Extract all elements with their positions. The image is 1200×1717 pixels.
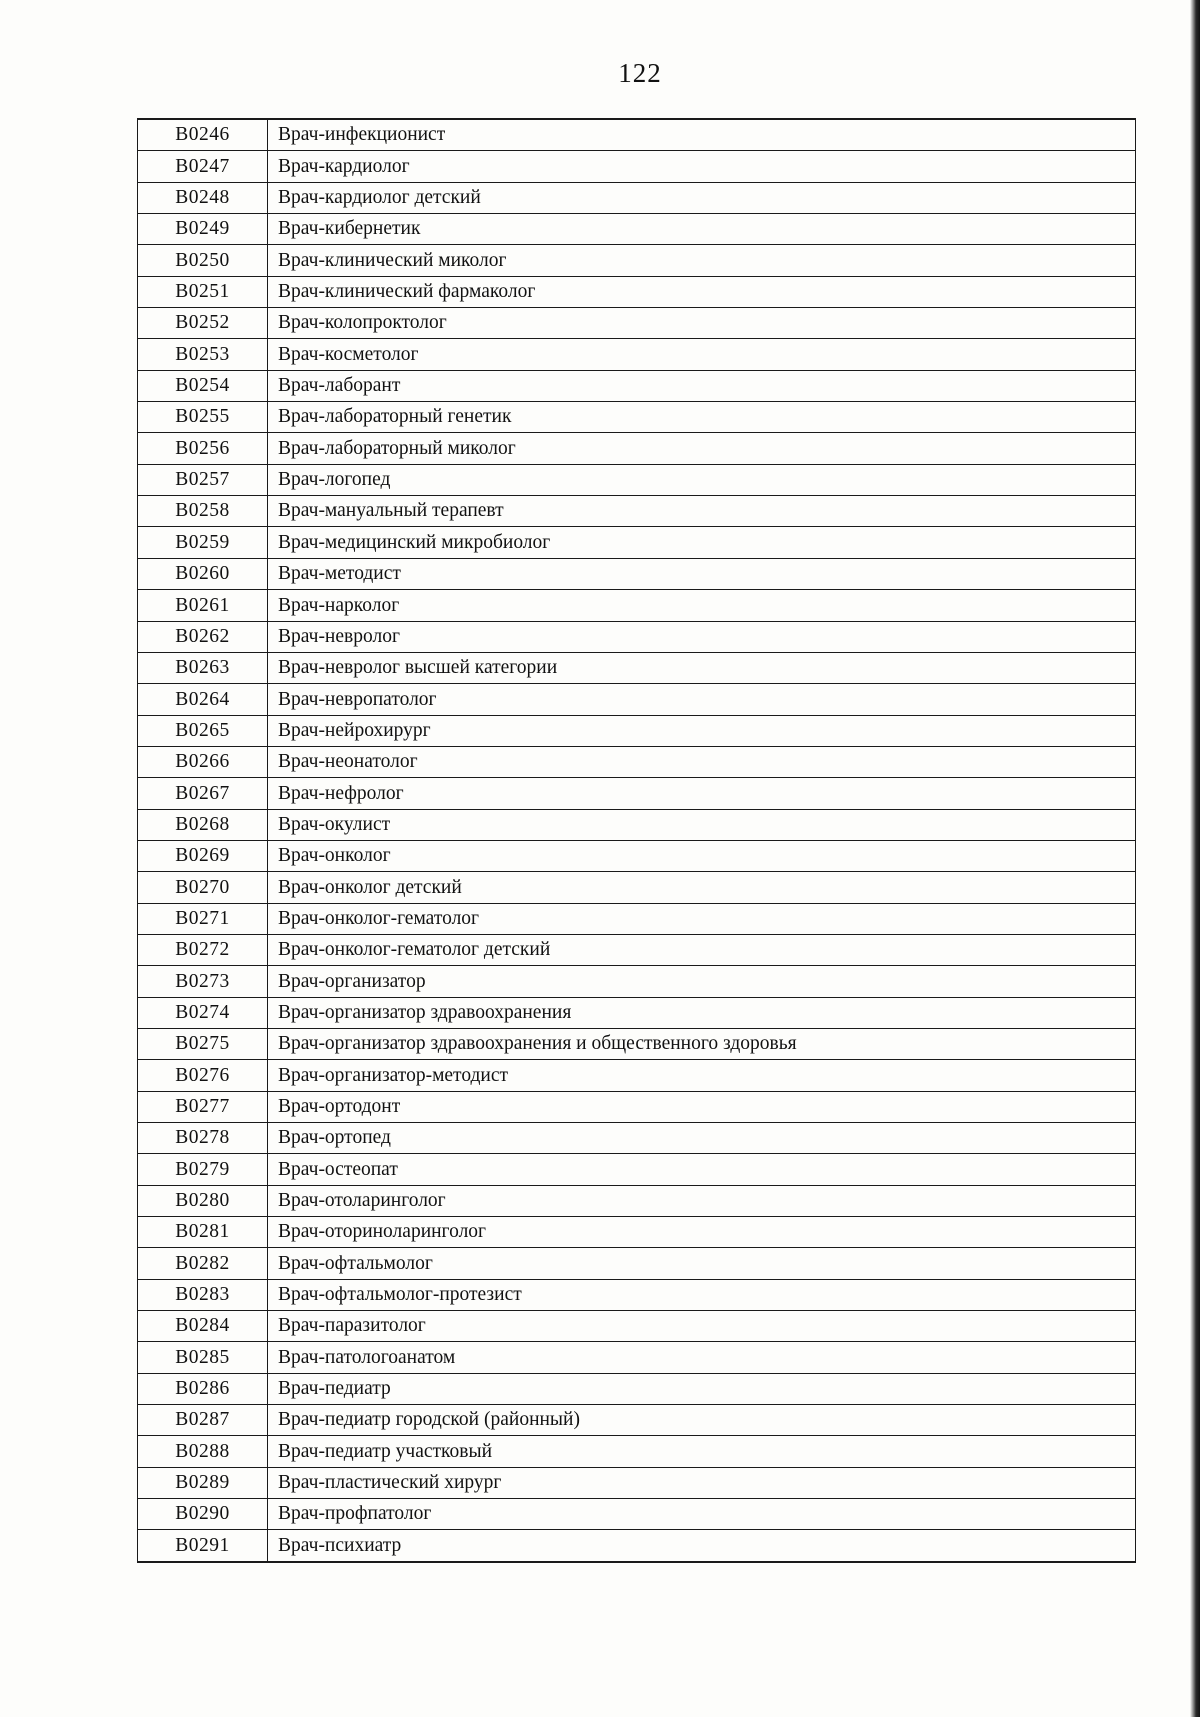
occupation-title: Врач-организатор здравоохранения и общественного здоровья xyxy=(268,1028,1136,1059)
page-number: 122 xyxy=(618,58,662,88)
occupation-title: Врач-остеопат xyxy=(268,1154,1136,1185)
occupation-title: Врач-отоларинголог xyxy=(268,1185,1136,1216)
occupation-title: Врач-онколог-гематолог xyxy=(268,903,1136,934)
occupation-title: Врач-профпатолог xyxy=(268,1499,1136,1530)
table-row xyxy=(138,1028,1136,1059)
table-row xyxy=(138,1060,1136,1091)
occupation-code: В0248 xyxy=(138,182,268,213)
table-row xyxy=(138,1436,1136,1467)
occupation-code: В0276 xyxy=(138,1060,268,1091)
occupation-code: В0275 xyxy=(138,1028,268,1059)
table-row xyxy=(138,809,1136,840)
table-row xyxy=(138,151,1136,182)
occupation-code: В0277 xyxy=(138,1091,268,1122)
occupation-code: В0264 xyxy=(138,684,268,715)
occupation-code: В0271 xyxy=(138,903,268,934)
occupation-title: Врач-онколог-гематолог детский xyxy=(268,934,1136,965)
table-row xyxy=(138,1405,1136,1436)
occupation-title: Врач-неонатолог xyxy=(268,746,1136,777)
occupation-title: Врач-логопед xyxy=(268,464,1136,495)
table-row xyxy=(138,778,1136,809)
occupation-code: В0258 xyxy=(138,496,268,527)
occupation-code: В0280 xyxy=(138,1185,268,1216)
occupation-title: Врач-организатор xyxy=(268,966,1136,997)
occupation-code: В0247 xyxy=(138,151,268,182)
table-row xyxy=(138,1185,1136,1216)
occupation-code: В0284 xyxy=(138,1311,268,1342)
table-row xyxy=(138,1342,1136,1373)
table-row xyxy=(138,1123,1136,1154)
occupation-title: Врач-нарколог xyxy=(268,590,1136,621)
occupation-title: Врач-педиатр городской (районный) xyxy=(268,1405,1136,1436)
occupation-code: В0289 xyxy=(138,1467,268,1498)
occupation-title: Врач-лабораторный генетик xyxy=(268,402,1136,433)
table-row xyxy=(138,1467,1136,1498)
occupation-code: В0263 xyxy=(138,652,268,683)
occupation-code: В0255 xyxy=(138,402,268,433)
occupation-code: В0278 xyxy=(138,1123,268,1154)
occupation-title: Врач-патологоанатом xyxy=(268,1342,1136,1373)
table-row xyxy=(138,966,1136,997)
occupation-title: Врач-ортопед xyxy=(268,1123,1136,1154)
occupation-title: Врач-ортодонт xyxy=(268,1091,1136,1122)
table-row xyxy=(138,746,1136,777)
table-row xyxy=(138,934,1136,965)
table-row xyxy=(138,245,1136,276)
occupation-title: Врач-кардиолог xyxy=(268,151,1136,182)
occupation-title: Врач-онколог детский xyxy=(268,872,1136,903)
occupation-title: Врач-невролог высшей категории xyxy=(268,652,1136,683)
occupation-code: В0274 xyxy=(138,997,268,1028)
occupation-code: В0286 xyxy=(138,1373,268,1404)
occupation-title: Врач-методист xyxy=(268,558,1136,589)
table-row xyxy=(138,621,1136,652)
occupation-code: В0290 xyxy=(138,1499,268,1530)
occupation-title: Врач-инфекционист xyxy=(268,119,1136,151)
occupation-title: Врач-психиатр xyxy=(268,1530,1136,1562)
table-row xyxy=(138,840,1136,871)
occupation-code: В0279 xyxy=(138,1154,268,1185)
occupation-title: Врач-нефролог xyxy=(268,778,1136,809)
table-row xyxy=(138,1373,1136,1404)
occupation-code: В0287 xyxy=(138,1405,268,1436)
occupation-code: В0246 xyxy=(138,119,268,151)
table-row xyxy=(138,715,1136,746)
table-row xyxy=(138,997,1136,1028)
table-row xyxy=(138,1530,1136,1562)
occupation-title: Врач-медицинский микробиолог xyxy=(268,527,1136,558)
table-row xyxy=(138,1311,1136,1342)
occupation-title: Врач-офтальмолог xyxy=(268,1248,1136,1279)
occupation-code: В0251 xyxy=(138,276,268,307)
occupation-title: Врач-невролог xyxy=(268,621,1136,652)
table-row xyxy=(138,1091,1136,1122)
occupation-code: В0283 xyxy=(138,1279,268,1310)
table-row xyxy=(138,558,1136,589)
table-row xyxy=(138,872,1136,903)
table-row xyxy=(138,214,1136,245)
occupation-title: Врач-клинический фармаколог xyxy=(268,276,1136,307)
table-row xyxy=(138,684,1136,715)
occupation-code: В0250 xyxy=(138,245,268,276)
table-row xyxy=(138,402,1136,433)
table-row xyxy=(138,1154,1136,1185)
occupation-code: В0291 xyxy=(138,1530,268,1562)
table-row xyxy=(138,496,1136,527)
table-row xyxy=(138,903,1136,934)
table-row xyxy=(138,590,1136,621)
table-row xyxy=(138,433,1136,464)
occupation-code: В0257 xyxy=(138,464,268,495)
occupation-title: Врач-кардиолог детский xyxy=(268,182,1136,213)
table-row xyxy=(138,119,1136,151)
table-row xyxy=(138,339,1136,370)
table-row xyxy=(138,182,1136,213)
occupation-title: Врач-организатор здравоохранения xyxy=(268,997,1136,1028)
occupation-code: В0288 xyxy=(138,1436,268,1467)
table-row xyxy=(138,1499,1136,1530)
occupation-title: Врач-пластический хирург xyxy=(268,1467,1136,1498)
occupation-code: В0273 xyxy=(138,966,268,997)
occupation-code: В0252 xyxy=(138,308,268,339)
occupation-code-table xyxy=(137,118,1136,1563)
occupation-code: В0265 xyxy=(138,715,268,746)
occupation-title: Врач-организатор-методист xyxy=(268,1060,1136,1091)
occupation-code: В0253 xyxy=(138,339,268,370)
occupation-code: В0256 xyxy=(138,433,268,464)
occupation-title: Врач-невропатолог xyxy=(268,684,1136,715)
table-row xyxy=(138,464,1136,495)
occupation-code: В0261 xyxy=(138,590,268,621)
occupation-code: В0266 xyxy=(138,746,268,777)
occupation-code: В0285 xyxy=(138,1342,268,1373)
table-row xyxy=(138,1279,1136,1310)
occupation-title: Врач-педиатр участковый xyxy=(268,1436,1136,1467)
occupation-code: В0254 xyxy=(138,370,268,401)
occupation-title: Врач-офтальмолог-протезист xyxy=(268,1279,1136,1310)
table-body xyxy=(138,119,1136,1562)
table-row xyxy=(138,370,1136,401)
occupation-title: Врач-лабораторный миколог xyxy=(268,433,1136,464)
occupation-code: В0270 xyxy=(138,872,268,903)
occupation-title: Врач-онколог xyxy=(268,840,1136,871)
occupation-code: В0269 xyxy=(138,840,268,871)
occupation-title: Врач-оториноларинголог xyxy=(268,1217,1136,1248)
occupation-table-container xyxy=(137,118,1136,1563)
occupation-title: Врач-кибернетик xyxy=(268,214,1136,245)
table-row xyxy=(138,308,1136,339)
occupation-code: В0282 xyxy=(138,1248,268,1279)
occupation-title: Врач-нейрохирург xyxy=(268,715,1136,746)
occupation-code: В0259 xyxy=(138,527,268,558)
occupation-code: В0249 xyxy=(138,214,268,245)
table-row xyxy=(138,652,1136,683)
occupation-title: Врач-клинический миколог xyxy=(268,245,1136,276)
occupation-title: Врач-паразитолог xyxy=(268,1311,1136,1342)
occupation-code: В0268 xyxy=(138,809,268,840)
occupation-title: Врач-косметолог xyxy=(268,339,1136,370)
occupation-title: Врач-мануальный терапевт xyxy=(268,496,1136,527)
occupation-title: Врач-педиатр xyxy=(268,1373,1136,1404)
occupation-code: В0267 xyxy=(138,778,268,809)
occupation-code: В0281 xyxy=(138,1217,268,1248)
scan-border xyxy=(1190,0,1200,1717)
occupation-title: Врач-колопроктолог xyxy=(268,308,1136,339)
occupation-code: В0272 xyxy=(138,934,268,965)
table-row xyxy=(138,1248,1136,1279)
occupation-code: В0260 xyxy=(138,558,268,589)
occupation-title: Врач-окулист xyxy=(268,809,1136,840)
occupation-title: Врач-лаборант xyxy=(268,370,1136,401)
table-row xyxy=(138,1217,1136,1248)
occupation-code: В0262 xyxy=(138,621,268,652)
table-row xyxy=(138,527,1136,558)
table-row xyxy=(138,276,1136,307)
